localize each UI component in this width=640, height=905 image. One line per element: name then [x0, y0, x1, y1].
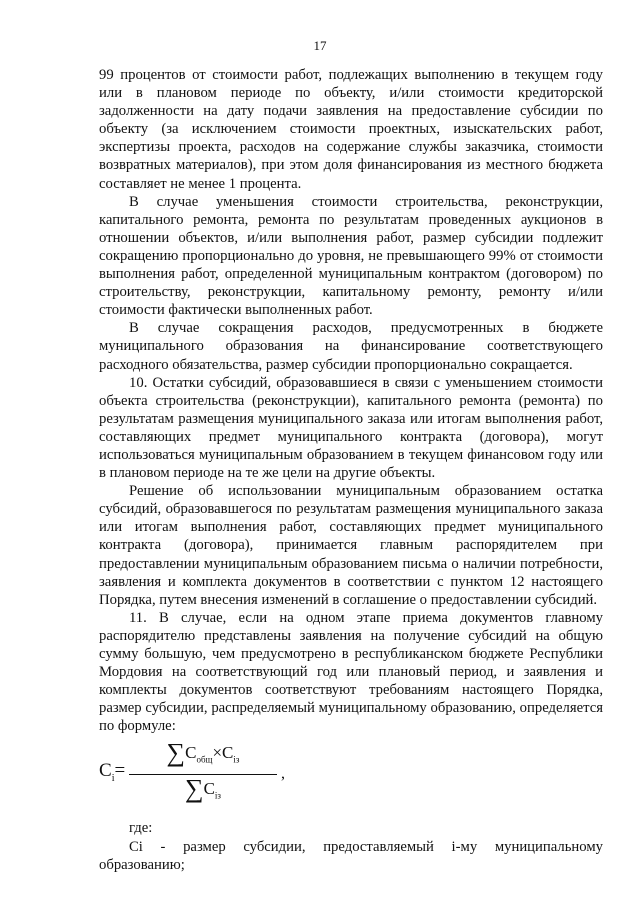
definition-paragraph: Ci - размер субсидии, предоставляемый i-му муниципальному образованию; — [99, 838, 603, 873]
subsidy-formula — [99, 739, 603, 819]
formula-comma: , — [281, 765, 285, 783]
page-number: 17 — [313, 38, 327, 53]
where-label: где: — [129, 820, 153, 837]
formula-fraction — [129, 738, 277, 807]
paragraph: 11. В случае, если на одном этапе приема документов главному распорядителю представлены заявления на получение субсидий на общую сумму большую, чем предусмотрено в республиканском бюджете Республики Мордовия на соответствующий год или плановый период, и заявления и комплекты документов соответствуют требованиям настоящего Порядка, размер субсидии, распределяемый муниципальному образованию, определяется по формуле: — [99, 609, 603, 735]
paragraph: В случае уменьшения стоимости строительства, реконструкции, капитального ремонта, ремонта по результатам проведенных аукционов в отношении объектов, и/или выполнения работ, размер субсидии подлежит сокращению пропорционально до уровня, не превышающего 99% от стоимости выполнения работ, определенной муниципальным контрактом (договором) по строительству, реконструкции, капитальному ремонту, ремонту и/или стоимости фактически выполненных работ. — [99, 193, 603, 319]
formula-denominator: $\sum C_{iз}$ — [185, 773, 221, 803]
paragraph: В случае сокращения расходов, предусмотренных в бюджете муниципального образования на финансирование соответствующего расходного обязательства, размер субсидии пропорционально сокращается. — [99, 320, 603, 373]
document-body — [99, 66, 603, 874]
formula-lhs: $C_i=$ — [99, 760, 126, 785]
paragraph: 99 процентов от стоимости работ, подлежащих выполнению в текущем году или в плановом периоде по объекту, и/или стоимости кредиторской задолженности на дату подачи заявления на предоставление субсидии по объекту (за исключением стоимости проектных, изыскательских работ, экспертизы проекта, расходов на содержание службы заказчика, стоимости возвратных материалов), при этом доля финансирования из местного бюджета составляет не менее 1 процента. — [99, 67, 603, 192]
paragraph: Решение об использовании муниципальным образованием остатка субсидий, образовавшегося по результатам размещения муниципального заказа или итогам выполнения работ, составляющих предмет муниципального контракта (договора), принимается главным распорядителем при предоставлении муниципальным образованием письма о наличии потребности, заявления и комплекта документов в соответствии с пунктом 12 настоящего Порядка, путем внесения изменений в соглашение о предоставлении субсидий. — [99, 483, 603, 608]
paragraph: 10. Остатки субсидий, образовавшиеся в связи с уменьшением стоимости объекта строительства (реконструкции), капитального ремонта (ремонта) по результатам размещения муниципального заказа или итогам выполнения работ, составляющих предмет муниципального контракта (договора), могут использоваться муниципальным образованием в текущем финансовом году или в плановом периоде на те же цели на другие объекты. — [99, 374, 603, 482]
formula-numerator: $\sum C_{общ}\times C_{iз}$ — [166, 738, 240, 768]
